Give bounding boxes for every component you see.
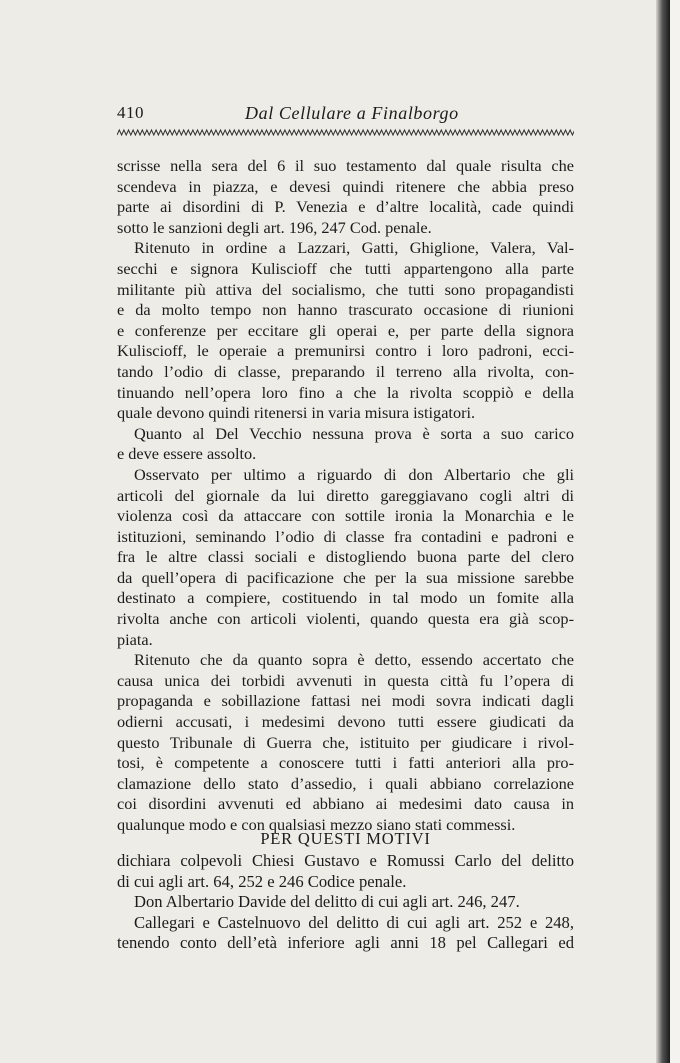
- text-line: dichiara colpevoli Chiesi Gustavo e Romussi Carlo del delitto: [117, 851, 574, 870]
- text-line: istituzioni, seminando l’odio di classe fra contadini e padroni e: [117, 526, 574, 546]
- text-line: Osservato per ultimo a riguardo di don Albertario che gli: [134, 464, 574, 484]
- verdict-text: [117, 850, 574, 953]
- text-line: Callegari e Castelnuovo del delitto di cui agli art. 252 e 248,: [134, 912, 574, 932]
- page-header: [117, 103, 574, 127]
- text-line: scendeva in piazza, e devesi quindi ritenere che abbia preso: [117, 176, 574, 196]
- text-line: clamazione dello stato d’assedio, i quali abbiano correlazione: [117, 773, 574, 793]
- text-line: secchi e signora Kuliscioff che tutti appartengono alla parte: [117, 258, 574, 278]
- wavy-rule-ornament: [117, 128, 574, 138]
- text-line: causa unica dei torbidi avvenuti in questa città fu l’opera di: [117, 670, 574, 690]
- text-line: violenza così da attaccare con sottile ironia la Monarchia e le: [117, 506, 574, 526]
- page-number: 410: [117, 103, 144, 122]
- text-line: destinato a compiere, costituendo in tal modo un fomite alla: [117, 588, 574, 608]
- text-line: e conferenze per eccitare gli operai e, per parte della signora: [117, 320, 574, 340]
- text-line: qualunque modo e con qualsiasi mezzo siano stati commessi.: [117, 815, 516, 834]
- text-line: tinuando nell’opera loro fino a che la rivolta scoppiò e della: [117, 382, 574, 402]
- body-text: [117, 156, 574, 836]
- text-line: tando l’odio di classe, preparando il terreno alla rivolta, con-: [117, 361, 574, 381]
- text-line: propaganda e sobillazione fattasi nei modi sovra indicati dagli: [117, 691, 574, 711]
- text-line: militante più attiva del socialismo, che tutti sono propagandisti: [117, 279, 574, 299]
- text-line: da quell’opera di pacificazione che per la sua missione sarebbe: [117, 567, 574, 587]
- text-line: tosi, è competente a conoscere tutti i fatti anteriori alla pro-: [117, 753, 574, 773]
- text-line: Ritenuto in ordine a Lazzari, Gatti, Ghiglione, Valera, Val-: [134, 238, 574, 258]
- running-title: Dal Cellulare a Finalborgo: [245, 103, 459, 123]
- text-line: e da molto tempo non hanno trascurato occasione di riunioni: [117, 300, 574, 320]
- page-edge: [670, 0, 680, 1063]
- text-line: Quanto al Del Vecchio nessuna prova è sorta a suo carico: [134, 423, 574, 443]
- text-line: di cui agli art. 64, 252 e 246 Codice penale.: [117, 871, 407, 891]
- text-line: tenendo conto dell’età inferiore agli anni 18 pel Callegari ed: [117, 933, 574, 953]
- text-line: Don Albertario Davide del delitto di cui agli art. 246, 247.: [134, 892, 520, 912]
- text-line: e deve essere assolto.: [117, 444, 257, 464]
- book-spine-shadow: [656, 0, 670, 1063]
- text-line: Kuliscioff, le operaie a premunirsi contro i loro padroni, ecci-: [117, 341, 574, 361]
- text-line: articoli del giornale da lui diretto gareggiavano cogli altri di: [117, 485, 574, 505]
- text-line: rivolta anche con articoli violenti, quando questa era già scop-: [117, 609, 574, 629]
- text-line: Ritenuto che da quanto sopra è detto, essendo accertato che: [134, 650, 574, 670]
- text-line: piata.: [117, 629, 153, 649]
- text-line: parte ai disordini di P. Venezia e d’altre località, cade quindi: [117, 197, 574, 217]
- text-line: scrisse nella sera del 6 il suo testamento dal quale risulta che: [117, 156, 574, 175]
- text-line: odierni accusati, i medesimi devono tutti essere giudicati da: [117, 712, 574, 732]
- section-heading: PER QUESTI MOTIVI: [260, 829, 431, 848]
- text-line: sotto le sanzioni degli art. 196, 247 Cod. penale.: [117, 217, 432, 237]
- text-line: questo Tribunale di Guerra che, istituito per giudicare i rivol-: [117, 732, 574, 752]
- text-line: quale devono quindi ritenersi in varia misura istigatori.: [117, 403, 476, 423]
- text-line: fra le altre classi sociali e distogliendo buona parte del clero: [117, 547, 574, 567]
- text-line: coi disordini avvenuti ed abbiano ai medesimi dato causa in: [117, 794, 574, 814]
